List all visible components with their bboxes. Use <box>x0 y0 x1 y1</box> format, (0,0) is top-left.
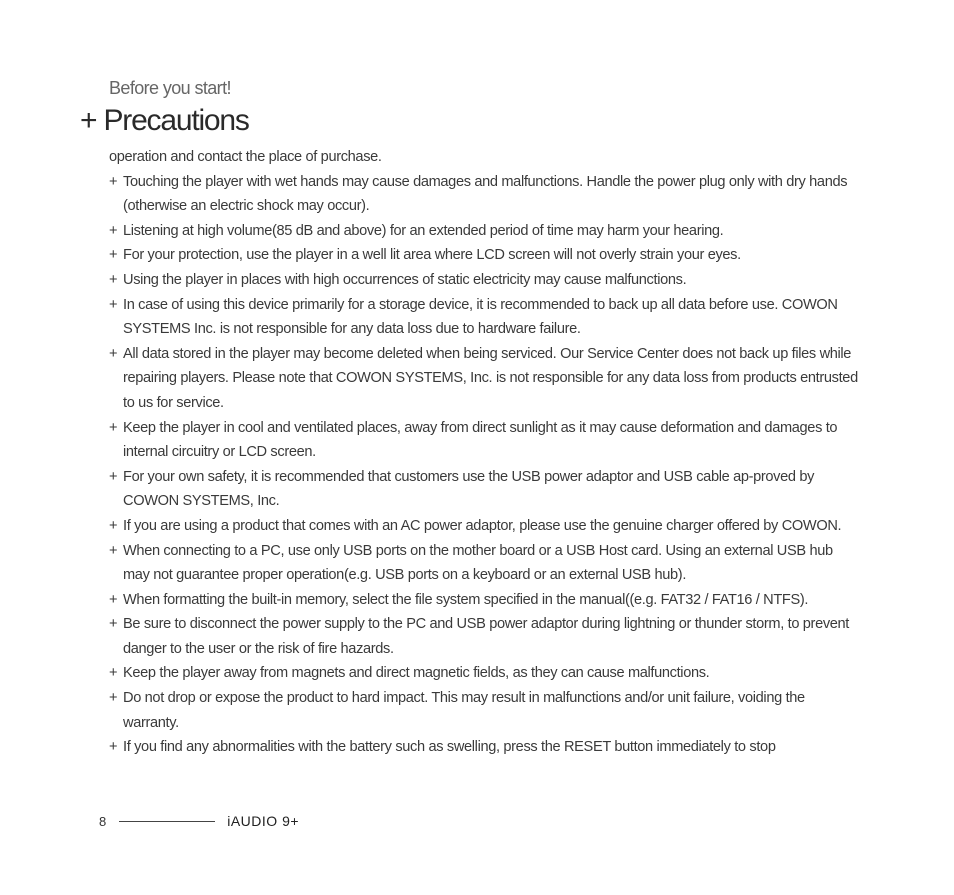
precaution-item <box>109 293 859 342</box>
precaution-text: All data stored in the player may become deleted when being serviced. Our Service Center does not back up files while repairing players. Please note that COWON SYSTEMS, Inc. is not responsible for any data loss from products entrusted to us for service. <box>123 345 858 411</box>
precaution-text: If you find any abnormalities with the battery such as swelling, press the RESET button immediately to stop <box>123 739 776 756</box>
page-number: 8 <box>99 813 107 829</box>
bullet: + <box>109 247 118 264</box>
precaution-item <box>109 539 859 588</box>
bullet: + <box>109 665 118 682</box>
precaution-item <box>109 735 859 760</box>
precaution-item <box>109 416 859 465</box>
footer-rule <box>119 821 215 822</box>
title-text: Precautions <box>103 104 249 137</box>
precaution-text: Listening at high volume(85 dB and above) for an extended period of time may harm your hearing. <box>123 222 724 239</box>
bullet: + <box>109 468 118 485</box>
precaution-item <box>109 219 859 244</box>
precaution-text: Keep the player away from magnets and direct magnetic fields, as they can cause malfunctions. <box>123 665 710 682</box>
precaution-text: Touching the player with wet hands may cause damages and malfunctions. Handle the power plug only with dry hands (otherwise an electric shock may occur). <box>123 173 848 215</box>
precaution-text: Be sure to disconnect the power supply to the PC and USB power adaptor during lightning or thunder storm, to prevent danger to the user or the risk of fire hazards. <box>123 616 850 657</box>
bullet: + <box>109 271 118 288</box>
page-footer <box>99 813 299 829</box>
precaution-text: Do not drop or expose the product to hard impact. This may result in malfunctions and/or unit failure, voiding the warranty. <box>123 690 805 731</box>
bullet: + <box>109 591 118 608</box>
precaution-text: Using the player in places with high occurrences of static electricity may cause malfunctions. <box>123 271 687 288</box>
bullet: + <box>109 542 118 559</box>
precaution-item <box>109 465 859 514</box>
bullet: + <box>109 173 118 190</box>
precaution-text: For your own safety, it is recommended that customers use the USB power adaptor and USB cable ap-proved by COWON SYSTEMS, Inc. <box>123 468 815 510</box>
precaution-item <box>109 661 859 686</box>
precaution-text: When formatting the built-in memory, select the file system specified in the manual((e.g. FAT32 / FAT16 / NTFS). <box>123 591 809 608</box>
precaution-item <box>109 268 859 293</box>
bullet: + <box>109 690 118 707</box>
page-title <box>80 104 249 138</box>
bullet: + <box>109 345 118 362</box>
precaution-item <box>109 612 859 661</box>
product-name: iAUDIO 9+ <box>227 813 300 829</box>
section-subtitle: Before you start! <box>109 78 231 98</box>
precaution-item <box>109 243 859 268</box>
precaution-text: When connecting to a PC, use only USB ports on the mother board or a USB Host card. Using an external USB hub may not guarantee proper operation(e.g. USB ports on a keyboard or an external USB hub). <box>123 542 833 584</box>
precaution-item <box>109 686 859 735</box>
precaution-text: For your protection, use the player in a well lit area where LCD screen will not overly strain your eyes. <box>123 247 741 264</box>
bullet: + <box>109 222 118 239</box>
precaution-item <box>109 342 859 416</box>
bullet: + <box>109 739 118 756</box>
precautions-list <box>109 145 859 760</box>
precaution-text: Keep the player in cool and ventilated places, away from direct sunlight as it may cause deformation and damages to internal circuitry or LCD screen. <box>123 419 838 461</box>
precaution-item <box>109 514 859 539</box>
precaution-item <box>109 588 859 613</box>
precaution-text: If you are using a product that comes with an AC power adaptor, please use the genuine charger offered by COWON. <box>123 517 842 534</box>
bullet: + <box>109 517 118 534</box>
precaution-text: In case of using this device primarily for a storage device, it is recommended to back up all data before use. COWON SYSTEMS Inc. is not responsible for any data loss due to hardware failure. <box>123 296 838 338</box>
precaution-item <box>109 170 859 219</box>
title-plus: + <box>80 104 97 137</box>
bullet: + <box>109 419 118 436</box>
bullet: + <box>109 616 118 633</box>
bullet: + <box>109 296 118 313</box>
continuation-text: operation and contact the place of purchase. <box>109 149 382 165</box>
